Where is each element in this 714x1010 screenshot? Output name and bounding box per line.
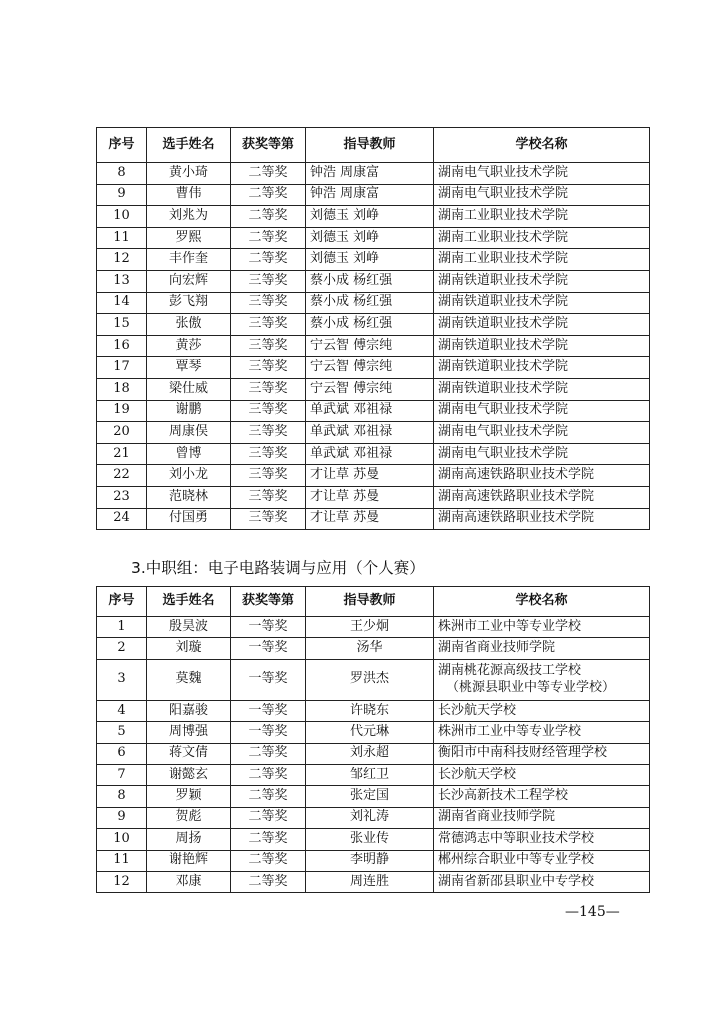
cell-school: 常德鸿志中等职业技术学校 <box>434 829 650 850</box>
cell-school: 湖南工业职业技术学院 <box>434 249 650 271</box>
table-row <box>97 292 650 314</box>
cell-award: 三等奖 <box>231 357 306 379</box>
cell-instructor: 邹红卫 <box>306 764 434 785</box>
cell-number: 8 <box>97 163 147 185</box>
cell-school: 湖南铁道职业技术学院 <box>434 314 650 336</box>
cell-number: 4 <box>97 700 147 721</box>
column-header-award: 获奖等第 <box>231 587 306 617</box>
cell-contestant: 阳嘉骏 <box>147 700 231 721</box>
cell-school: 湖南省新邵县职业中专学校 <box>434 871 650 892</box>
cell-award: 二等奖 <box>231 249 306 271</box>
cell-school: 长沙高新技术工程学校 <box>434 786 650 807</box>
cell-instructor: 李明静 <box>306 850 434 871</box>
column-header-instructor: 指导教师 <box>306 587 434 617</box>
cell-school: 株洲市工业中等专业学校 <box>434 722 650 743</box>
table-body <box>97 163 650 530</box>
cell-award: 三等奖 <box>231 400 306 422</box>
cell-instructor: 单武斌 邓祖禄 <box>306 443 434 465</box>
cell-school: 湖南铁道职业技术学院 <box>434 270 650 292</box>
cell-school: 湖南铁道职业技术学院 <box>434 335 650 357</box>
cell-instructor: 张定国 <box>306 786 434 807</box>
table-row <box>97 227 650 249</box>
table-row <box>97 786 650 807</box>
cell-instructor: 刘德玉 刘峥 <box>306 249 434 271</box>
cell-award: 二等奖 <box>231 829 306 850</box>
cell-school: 株洲市工业中等专业学校 <box>434 617 650 638</box>
cell-instructor: 刘礼涛 <box>306 807 434 828</box>
cell-number: 9 <box>97 184 147 206</box>
table-row <box>97 357 650 379</box>
cell-number: 5 <box>97 722 147 743</box>
cell-contestant: 贺彪 <box>147 807 231 828</box>
cell-award: 二等奖 <box>231 227 306 249</box>
table-row <box>97 850 650 871</box>
cell-award: 一等奖 <box>231 700 306 721</box>
cell-award: 三等奖 <box>231 378 306 400</box>
cell-school: 湖南铁道职业技术学院 <box>434 378 650 400</box>
column-header-school: 学校名称 <box>434 587 650 617</box>
cell-contestant: 谢懿玄 <box>147 764 231 785</box>
cell-instructor: 才让草 苏曼 <box>306 486 434 508</box>
table-body <box>97 617 650 893</box>
cell-number: 15 <box>97 314 147 336</box>
cell-number: 11 <box>97 850 147 871</box>
table-row <box>97 378 650 400</box>
cell-award: 三等奖 <box>231 422 306 444</box>
cell-number: 9 <box>97 807 147 828</box>
table-header-row <box>97 587 650 617</box>
cell-award: 二等奖 <box>231 743 306 764</box>
cell-instructor: 代元琳 <box>306 722 434 743</box>
cell-number: 7 <box>97 764 147 785</box>
table-row <box>97 722 650 743</box>
table-row <box>97 508 650 530</box>
cell-award: 二等奖 <box>231 850 306 871</box>
cell-contestant: 覃琴 <box>147 357 231 379</box>
cell-award: 二等奖 <box>231 871 306 892</box>
column-header-award: 获奖等第 <box>231 128 306 163</box>
cell-award: 二等奖 <box>231 807 306 828</box>
table-row <box>97 743 650 764</box>
cell-number: 19 <box>97 400 147 422</box>
table-header-row <box>97 128 650 163</box>
column-header-number: 序号 <box>97 587 147 617</box>
cell-school: 湖南电气职业技术学院 <box>434 443 650 465</box>
cell-instructor: 许晓东 <box>306 700 434 721</box>
cell-contestant: 谢艳辉 <box>147 850 231 871</box>
cell-instructor: 刘德玉 刘峥 <box>306 227 434 249</box>
cell-instructor: 周连胜 <box>306 871 434 892</box>
column-header-contestant: 选手姓名 <box>147 128 231 163</box>
cell-number: 24 <box>97 508 147 530</box>
cell-award: 二等奖 <box>231 786 306 807</box>
cell-school: 湖南电气职业技术学院 <box>434 422 650 444</box>
cell-contestant: 周扬 <box>147 829 231 850</box>
cell-instructor: 刘永超 <box>306 743 434 764</box>
cell-instructor: 蔡小成 杨红强 <box>306 292 434 314</box>
cell-contestant: 莫魏 <box>147 659 231 700</box>
cell-instructor: 钟浩 周康富 <box>306 184 434 206</box>
table-row <box>97 443 650 465</box>
cell-number: 12 <box>97 871 147 892</box>
page-number: —145— <box>565 904 620 920</box>
table-row <box>97 184 650 206</box>
cell-number: 1 <box>97 617 147 638</box>
cell-instructor: 蔡小成 杨红强 <box>306 314 434 336</box>
cell-school <box>434 659 650 700</box>
table-row <box>97 638 650 659</box>
cell-contestant: 黄莎 <box>147 335 231 357</box>
cell-award: 三等奖 <box>231 508 306 530</box>
cell-contestant: 向宏辉 <box>147 270 231 292</box>
cell-contestant: 付国勇 <box>147 508 231 530</box>
table-row <box>97 659 650 700</box>
school-name-line: （桃源县职业中等专业学校） <box>446 679 616 695</box>
cell-contestant: 周博强 <box>147 722 231 743</box>
table-row <box>97 270 650 292</box>
cell-school: 湖南电气职业技术学院 <box>434 184 650 206</box>
cell-contestant: 刘璇 <box>147 638 231 659</box>
cell-contestant: 罗熙 <box>147 227 231 249</box>
table-row <box>97 422 650 444</box>
cell-contestant: 罗颖 <box>147 786 231 807</box>
column-header-instructor: 指导教师 <box>306 128 434 163</box>
cell-school: 湖南电气职业技术学院 <box>434 163 650 185</box>
cell-contestant: 刘兆为 <box>147 206 231 228</box>
cell-contestant: 丰作奎 <box>147 249 231 271</box>
cell-number: 20 <box>97 422 147 444</box>
table-row <box>97 871 650 892</box>
cell-number: 16 <box>97 335 147 357</box>
cell-contestant: 范晓林 <box>147 486 231 508</box>
table-row <box>97 764 650 785</box>
cell-award: 三等奖 <box>231 270 306 292</box>
cell-award: 二等奖 <box>231 163 306 185</box>
cell-school: 湖南省商业技师学院 <box>434 638 650 659</box>
table-row <box>97 314 650 336</box>
cell-number: 13 <box>97 270 147 292</box>
cell-award: 三等奖 <box>231 465 306 487</box>
cell-school: 湖南铁道职业技术学院 <box>434 357 650 379</box>
cell-award: 三等奖 <box>231 486 306 508</box>
cell-school: 郴州综合职业中等专业学校 <box>434 850 650 871</box>
cell-award: 三等奖 <box>231 292 306 314</box>
cell-contestant: 曹伟 <box>147 184 231 206</box>
cell-instructor: 张业传 <box>306 829 434 850</box>
cell-award: 二等奖 <box>231 184 306 206</box>
cell-number: 22 <box>97 465 147 487</box>
cell-number: 10 <box>97 829 147 850</box>
table-row <box>97 249 650 271</box>
cell-contestant: 曾博 <box>147 443 231 465</box>
cell-school: 衡阳市中南科技财经管理学校 <box>434 743 650 764</box>
cell-school: 湖南高速铁路职业技术学院 <box>434 465 650 487</box>
cell-instructor: 才让草 苏曼 <box>306 508 434 530</box>
cell-school: 长沙航天学校 <box>434 764 650 785</box>
cell-contestant: 彭飞翔 <box>147 292 231 314</box>
column-header-contestant: 选手姓名 <box>147 587 231 617</box>
cell-award: 一等奖 <box>231 659 306 700</box>
table-row <box>97 465 650 487</box>
cell-contestant: 梁仕威 <box>147 378 231 400</box>
cell-number: 3 <box>97 659 147 700</box>
table-row <box>97 206 650 228</box>
cell-school: 长沙航天学校 <box>434 700 650 721</box>
award-table-continued <box>96 127 650 530</box>
cell-award: 二等奖 <box>231 206 306 228</box>
cell-instructor: 宁云智 傅宗纯 <box>306 357 434 379</box>
cell-contestant: 刘小龙 <box>147 465 231 487</box>
cell-number: 18 <box>97 378 147 400</box>
table-row <box>97 617 650 638</box>
cell-instructor: 才让草 苏曼 <box>306 465 434 487</box>
cell-contestant: 殷昊波 <box>147 617 231 638</box>
cell-award: 三等奖 <box>231 314 306 336</box>
cell-instructor: 罗洪杰 <box>306 659 434 700</box>
cell-number: 14 <box>97 292 147 314</box>
cell-school: 湖南工业职业技术学院 <box>434 206 650 228</box>
section-heading: 3.中职组：电子电路装调与应用（个人赛） <box>131 559 425 577</box>
cell-award: 二等奖 <box>231 764 306 785</box>
cell-school: 湖南工业职业技术学院 <box>434 227 650 249</box>
cell-instructor: 宁云智 傅宗纯 <box>306 335 434 357</box>
cell-contestant: 黄小琦 <box>147 163 231 185</box>
school-name-line: 湖南桃花源高级技工学校 <box>438 662 582 678</box>
cell-award: 一等奖 <box>231 638 306 659</box>
cell-instructor: 刘德玉 刘峥 <box>306 206 434 228</box>
cell-contestant: 张傲 <box>147 314 231 336</box>
cell-number: 23 <box>97 486 147 508</box>
cell-school: 湖南电气职业技术学院 <box>434 400 650 422</box>
cell-number: 11 <box>97 227 147 249</box>
cell-school: 湖南省商业技师学院 <box>434 807 650 828</box>
award-table-electronic-circuit <box>96 586 650 893</box>
cell-contestant: 邓康 <box>147 871 231 892</box>
cell-instructor: 宁云智 傅宗纯 <box>306 378 434 400</box>
cell-award: 三等奖 <box>231 335 306 357</box>
cell-instructor: 单武斌 邓祖禄 <box>306 422 434 444</box>
cell-number: 12 <box>97 249 147 271</box>
cell-award: 三等奖 <box>231 443 306 465</box>
cell-instructor: 蔡小成 杨红强 <box>306 270 434 292</box>
cell-instructor: 钟浩 周康富 <box>306 163 434 185</box>
cell-number: 17 <box>97 357 147 379</box>
table-row <box>97 163 650 185</box>
table-row <box>97 807 650 828</box>
cell-school: 湖南高速铁路职业技术学院 <box>434 508 650 530</box>
cell-contestant: 谢鹏 <box>147 400 231 422</box>
table-row <box>97 335 650 357</box>
table-row <box>97 400 650 422</box>
table-row <box>97 700 650 721</box>
cell-contestant: 周康俣 <box>147 422 231 444</box>
column-header-school: 学校名称 <box>434 128 650 163</box>
cell-number: 21 <box>97 443 147 465</box>
cell-number: 10 <box>97 206 147 228</box>
table-row <box>97 486 650 508</box>
cell-instructor: 王少炯 <box>306 617 434 638</box>
column-header-number: 序号 <box>97 128 147 163</box>
cell-award: 一等奖 <box>231 722 306 743</box>
cell-instructor: 单武斌 邓祖禄 <box>306 400 434 422</box>
cell-number: 2 <box>97 638 147 659</box>
cell-number: 6 <box>97 743 147 764</box>
cell-number: 8 <box>97 786 147 807</box>
cell-instructor: 汤华 <box>306 638 434 659</box>
cell-contestant: 蒋文倩 <box>147 743 231 764</box>
cell-school: 湖南铁道职业技术学院 <box>434 292 650 314</box>
table-row <box>97 829 650 850</box>
cell-award: 一等奖 <box>231 617 306 638</box>
cell-school: 湖南高速铁路职业技术学院 <box>434 486 650 508</box>
